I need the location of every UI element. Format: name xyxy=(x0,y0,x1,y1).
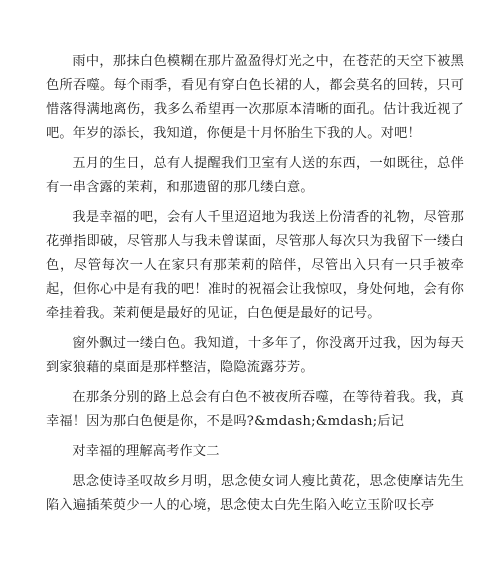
essay-body xyxy=(46,50,464,524)
paragraph-rain: 雨中，那抹白色模糊在那片盈盈得灯光之中，在苍茫的天空下被黑色所吞噬。每个雨季，看见有穿白色长裙的人，都会莫名的回转，只可惜落得满地离伤，我多么希望再一次那原本清晰的面孔。估计我近视了吧。年岁的添长，我知道，你便是十月怀胎生下我的人。对吧！ xyxy=(46,54,464,141)
paragraph-birthday: 五月的生日，总有人提醒我们卫室有人送的东西，一如既往，总伴有一串含露的茉莉，和那遗留的那几缕白意。 xyxy=(46,156,464,195)
essay-two-title: 对幸福的理解高考作文二 xyxy=(72,444,220,459)
paragraph-happiness: 我是幸福的吧，会有人千里迢迢地为我送上份清香的礼物，尽管那花弹指即破，尽管那人与我未曾谋面，尽管那人每次只为我留下一缕白色，尽管每次一人在家只有那茉莉的陪伴，尽管出入只有一只手被牵起，但你心中是有我的吧！准时的祝福会让我惊叹，身处何地，会有你牵挂着我。茉莉便是最好的见证，白色便是最好的记号。 xyxy=(46,210,464,321)
paragraph-epilogue: 在那条分别的路上总会有白色不被夜所吞噬，在等待着我。我，真幸福！因为那白色便是你，不是吗?&mdash;&mdash;后记 xyxy=(46,390,464,429)
paragraph-window: 窗外飘过一缕白色。我知道，十多年了，你没离开过我，因为每天到家狼藉的桌面是那样整洁，隐隐流露芬芳。 xyxy=(46,336,464,375)
paragraph-longing: 思念使诗圣叹故乡月明，思念使女词人瘦比黄花，思念使摩诘先生陷入遍插茱萸少一人的心境，思念使太白先生陷入屹立玉阶叹长亭 xyxy=(46,474,464,513)
